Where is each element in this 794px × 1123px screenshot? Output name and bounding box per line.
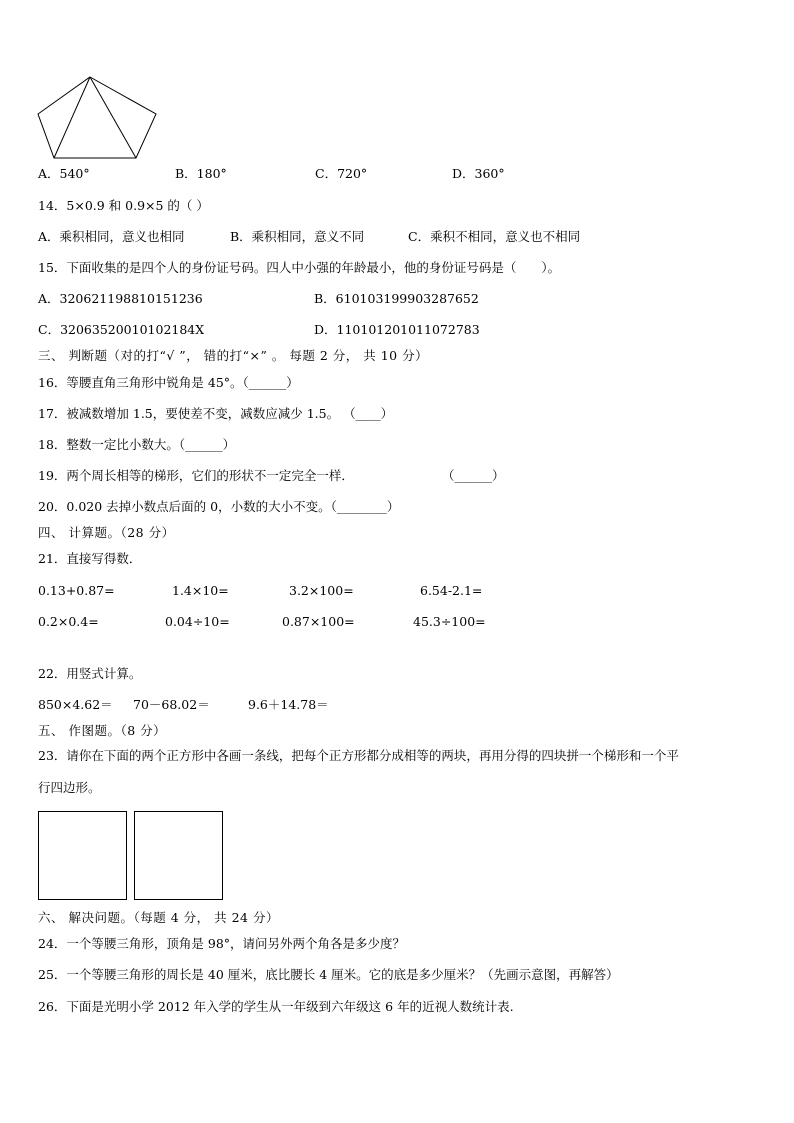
q24: 24．一个等腰三角形，顶角是 98°，请问另外两个角各是多少度？	[38, 936, 406, 951]
q19: 19．两个周长相等的梯形，它们的形状不一定完全一样．	[38, 468, 354, 483]
q25: 25．一个等腰三角形的周长是 40 厘米，底比腰长 4 厘米。它的底是多少厘米？（先画示意图，再解答）	[38, 967, 619, 982]
q20: 20．0.020 去掉小数点后面的 0，小数的大小不变。（________）	[38, 499, 400, 514]
q14-option-b: B．乘积相同，意义不同	[230, 229, 365, 244]
q21-r2-c3: 0.87×100=	[282, 614, 355, 629]
q22-item-2: 70－68.02＝	[133, 697, 210, 712]
q21-r1-c2: 1.4×10=	[172, 583, 229, 598]
q21-r1-c1: 0.13+0.87=	[38, 583, 115, 598]
q23-line-2: 行四边形。	[38, 780, 101, 795]
q22-item-3: 9.6＋14.78＝	[248, 697, 329, 712]
pentagon-figure	[34, 74, 164, 164]
q22-stem: 22．用竖式计算。	[38, 666, 142, 681]
q26: 26．下面是光明小学 2012 年入学的学生从一年级到六年级这 6 年的近视人数统计表.	[38, 999, 514, 1014]
q21-stem: 21．直接写得数．	[38, 551, 142, 566]
q23-line-1: 23．请你在下面的两个正方形中各画一条线，把每个正方形都分成相等的两块，再用分得的四块拼一个梯形和一个平	[38, 748, 679, 763]
q16: 16．等腰直角三角形中锐角是 45°。（______）	[38, 375, 299, 390]
section-4-title: 四、 计算题。（28 分）	[38, 525, 175, 540]
q21-r1-c3: 3.2×100=	[289, 583, 354, 598]
q21-r2-c2: 0.04÷10=	[165, 614, 230, 629]
q19-answer-blank: （______）	[442, 468, 505, 483]
q21-r1-c4: 6.54-2.1=	[420, 583, 483, 598]
q14-option-a: A．乘积相同，意义也相同	[38, 229, 185, 244]
q21-r2-c4: 45.3÷100=	[413, 614, 486, 629]
q22-item-1: 850×4.62＝	[38, 697, 113, 712]
q13-option-b: B．180°	[175, 166, 227, 181]
q14-option-c: C．乘积不相同，意义也不相同	[408, 229, 581, 244]
section-6-title: 六、 解决问题。（每题 4 分， 共 24 分）	[38, 910, 279, 925]
q15-option-d: D．110101201011072783	[314, 322, 480, 337]
pentagon-diagonal-2	[90, 77, 136, 158]
pentagon-diagonal-1	[54, 77, 90, 158]
section-3-title: 三、 判断题（对的打“√ ”， 错的打“×” 。 每题 2 分， 共 10 分）	[38, 348, 429, 363]
q14-stem: 14．5×0.9 和 0.9×5 的（ ）	[38, 198, 209, 213]
q15-stem: 15．下面收集的是四个人的身份证号码。四人中小强的年龄最小，他的身份证号码是（ ）。	[38, 260, 561, 275]
q21-r2-c1: 0.2×0.4=	[38, 614, 99, 629]
q18: 18．整数一定比小数大。（______）	[38, 437, 236, 452]
square-2	[134, 811, 223, 900]
q13-option-d: D．360°	[452, 166, 505, 181]
section-5-title: 五、 作图题。（8 分）	[38, 723, 167, 738]
q15-option-c: C．32063520010102184X	[38, 322, 205, 337]
q13-option-a: A．540°	[38, 166, 90, 181]
q17: 17．被减数增加 1.5，要使差不变，减数应减少 1.5。 （____）	[38, 406, 394, 421]
q15-option-b: B．610103199903287652	[314, 291, 479, 306]
square-1	[38, 811, 127, 900]
q13-option-c: C．720°	[315, 166, 368, 181]
q15-option-a: A．320621198810151236	[38, 291, 203, 306]
